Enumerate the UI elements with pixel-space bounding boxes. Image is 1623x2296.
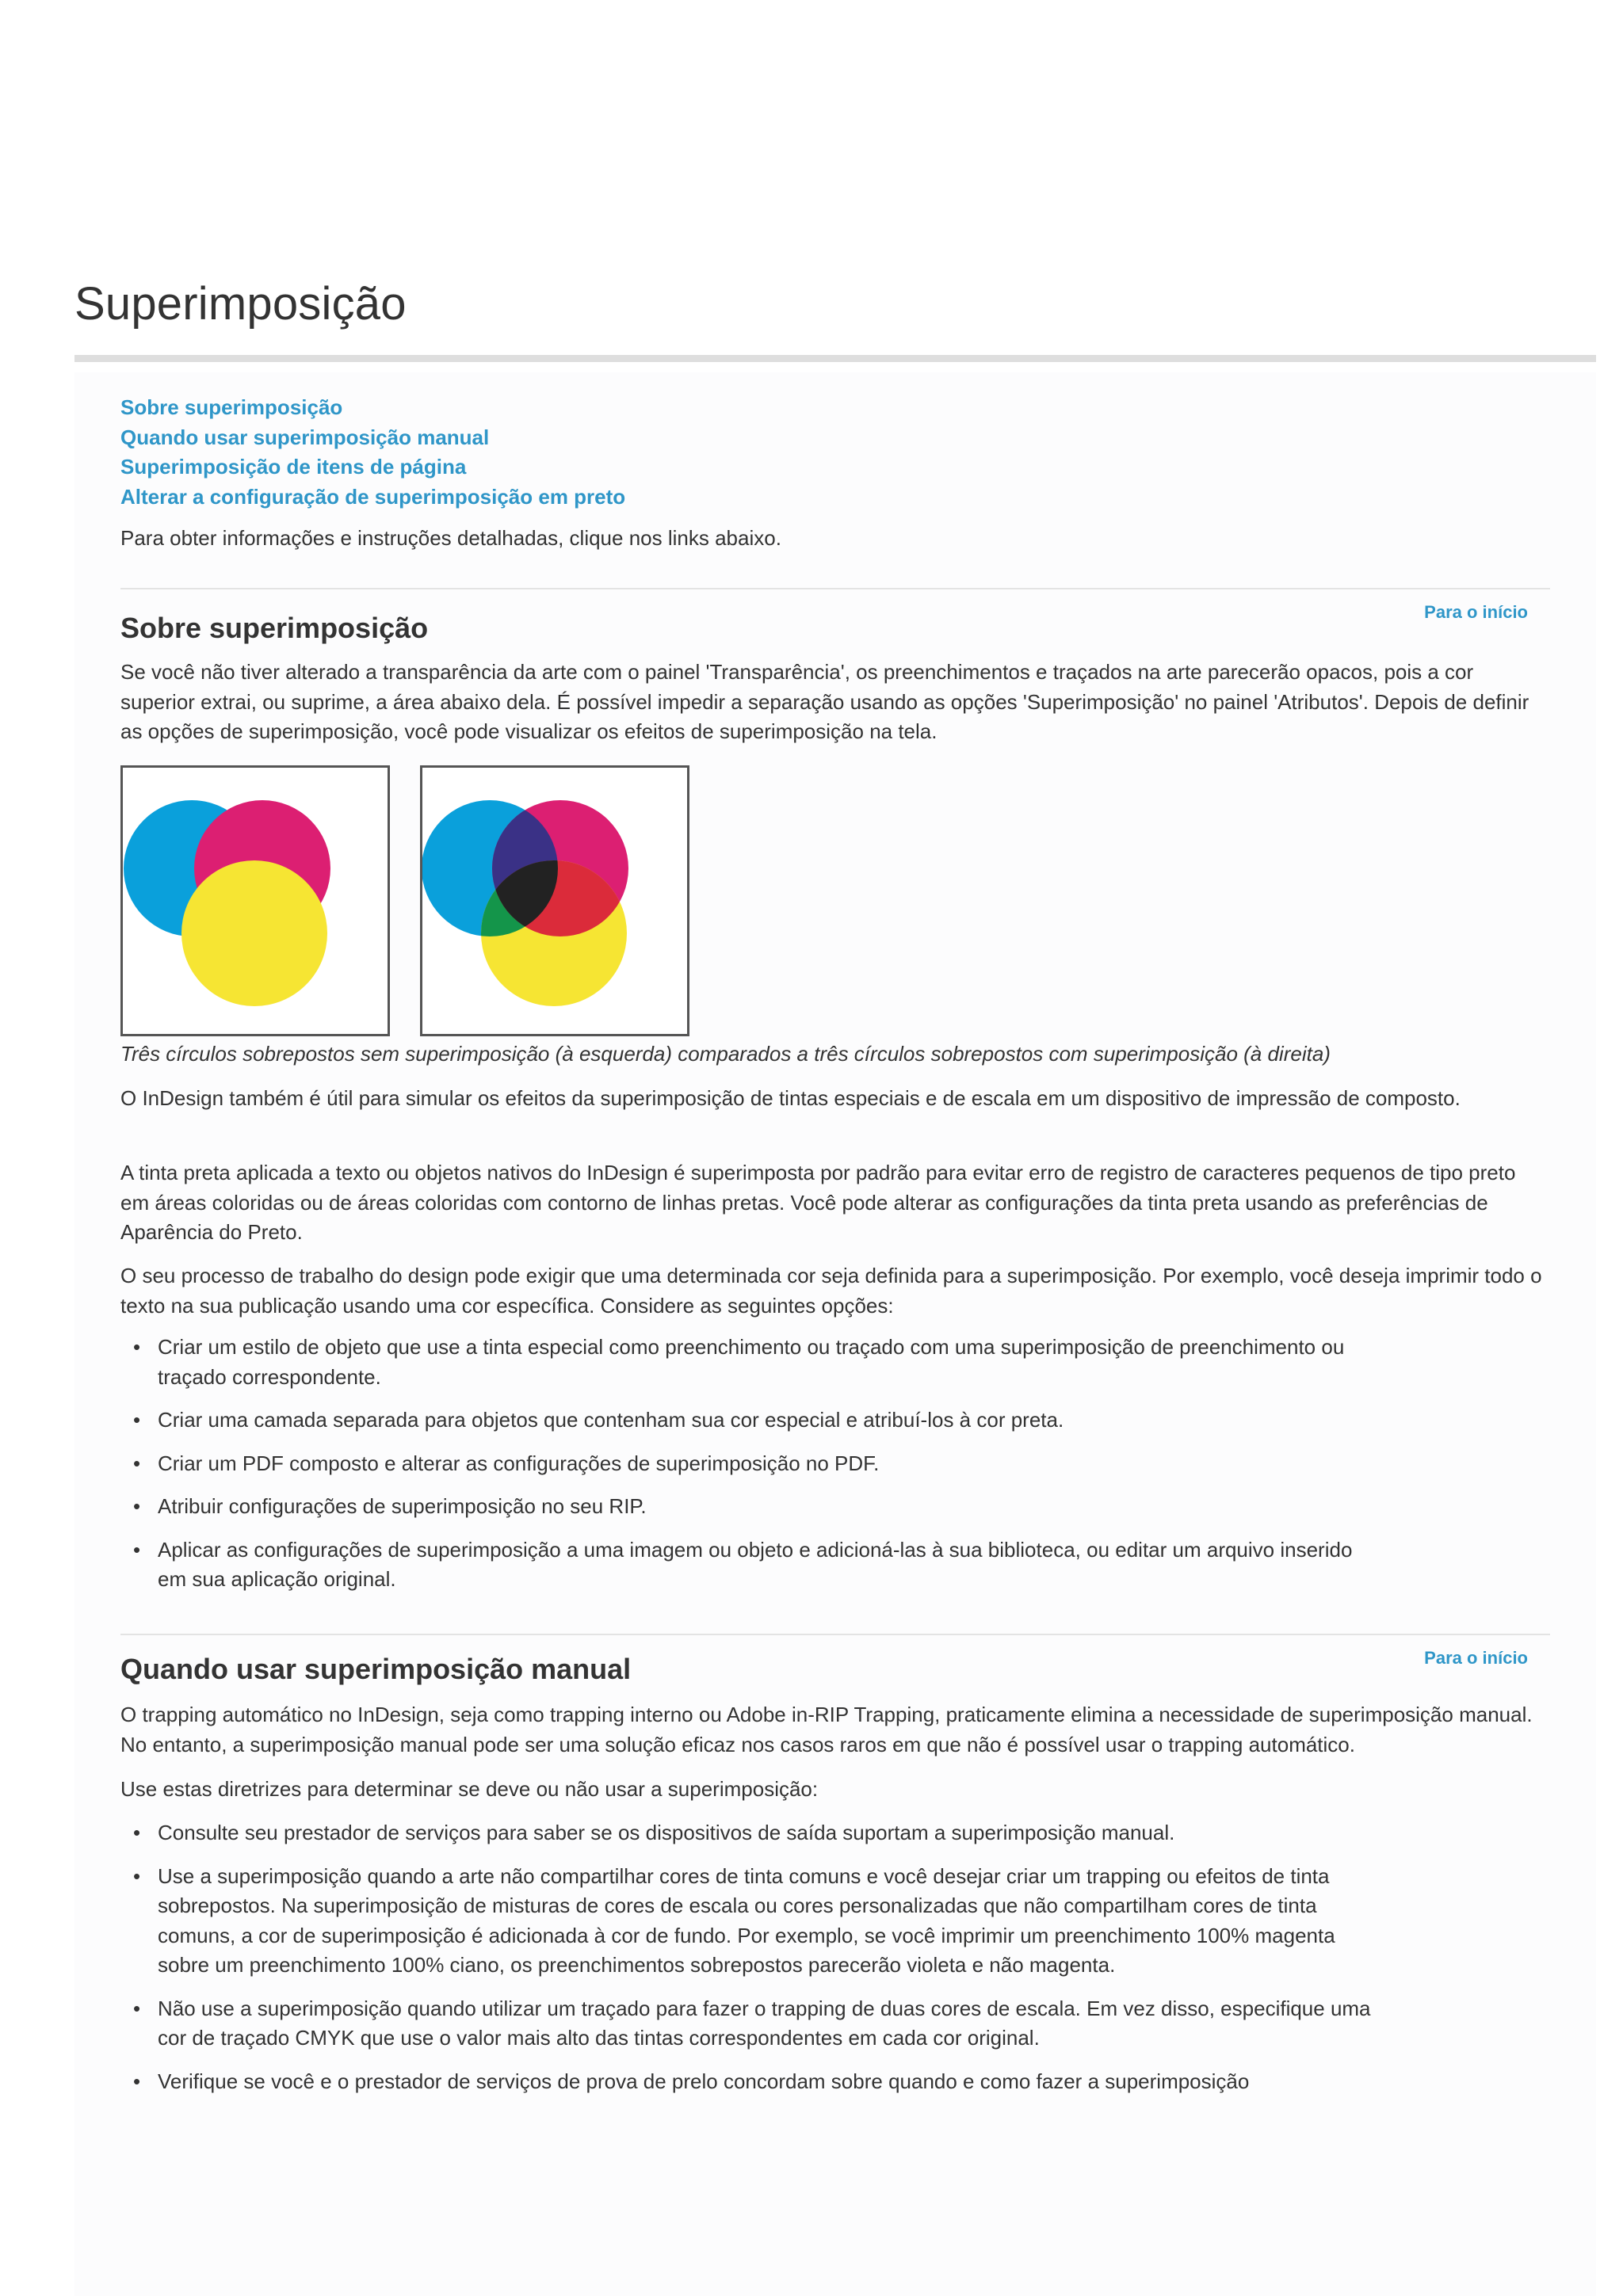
table-of-contents bbox=[120, 393, 625, 512]
list-item: • Criar uma camada separada para objetos que contenham sua cor especial e atribuí-los à cor preta. bbox=[120, 1405, 1357, 1436]
list-item: • Use a superimposição quando a arte não compartilhar cores de tinta comuns e você desejar criar um trapping ou efeitos de tinta sobrepostos. Na superimposição de misturas de cores de escala ou cores personalizadas que não compartilham cores de tinta comuns, a cor de superimposição é adicionada à cor de fundo. Por exemplo, se você imprimir um preenchimento 100% magenta sobre um preenchimento 100% ciano, os preenchimentos sobrepostos parecerão violeta e não magenta. bbox=[120, 1862, 1388, 1981]
section-divider bbox=[120, 1634, 1550, 1635]
list-item: • Aplicar as configurações de superimposição a uma imagem ou objeto e adicioná-las à sua biblioteca, ou editar um arquivo inserido em sua aplicação original. bbox=[120, 1535, 1357, 1595]
list-item: • Verifique se você e o prestador de serviços de prova de prelo concordam sobre quando e como fazer a superimposição bbox=[120, 2067, 1388, 2097]
section-title-sobre-superimposicao: Sobre superimposição bbox=[120, 612, 429, 644]
list-item: • Criar um estilo de objeto que use a tinta especial como preenchimento ou traçado com uma superimposição de preenchimento ou traçado correspondente. bbox=[120, 1333, 1357, 1392]
toc-item bbox=[120, 393, 625, 423]
yellow-circle bbox=[181, 860, 327, 1006]
toc-item bbox=[120, 423, 625, 453]
section-title-quando-usar: Quando usar superimposição manual bbox=[120, 1653, 632, 1685]
circles-overprint-illustration bbox=[422, 768, 687, 1034]
back-to-top-link[interactable]: Para o início bbox=[1424, 1648, 1528, 1668]
section2-bullet-list bbox=[120, 1818, 1388, 2110]
list-item: • Atribuir configurações de superimposição no seu RIP. bbox=[120, 1492, 1357, 1522]
list-item: • Criar um PDF composto e alterar as configurações de superimposição no PDF. bbox=[120, 1449, 1357, 1479]
toc-item bbox=[120, 452, 625, 482]
section2-paragraph: O trapping automático no InDesign, seja como trapping interno ou Adobe in-RIP Trapping, praticamente elimina a necessidade de superimposição manual. No entanto, a superimposição manual pode ser uma solução eficaz nos casos raros em que não é possível usar o trapping automático. bbox=[120, 1703, 1533, 1756]
back-to-top-link[interactable]: Para o início bbox=[1424, 602, 1528, 622]
section-divider bbox=[120, 588, 1550, 589]
figure-no-overprint bbox=[120, 765, 390, 1036]
section1-paragraph: O InDesign também é útil para simular os efeitos da superimposição de tintas especiais e de escala em um dispositivo de impressão de composto. bbox=[120, 1086, 1461, 1110]
title-divider bbox=[74, 355, 1596, 362]
toc-link-itens-de-pagina[interactable]: Superimposição de itens de página bbox=[120, 455, 467, 479]
toc-link-sobre-superimposicao[interactable]: Sobre superimposição bbox=[120, 395, 343, 419]
page-title: Superimposição bbox=[74, 278, 407, 330]
toc-link-superimposicao-preto[interactable]: Alterar a configuração de superimposição em preto bbox=[120, 484, 626, 509]
section1-paragraph: A tinta preta aplicada a texto ou objetos nativos do InDesign é superimposta por padrão para evitar erro de registro de caracteres pequenos de tipo preto em áreas coloridas ou de áreas coloridas com contorno de linhas pretas. Você pode alterar as configurações da tinta preta usando as preferências de Aparência do Preto. bbox=[120, 1161, 1516, 1244]
intro-text: Para obter informações e instruções detalhadas, clique nos links abaixo. bbox=[120, 526, 781, 550]
section1-paragraph: O seu processo de trabalho do design pode exigir que uma determinada cor seja definida para a superimposição. Por exemplo, você deseja imprimir todo o texto na sua publicação usando uma cor específica. Considere as seguintes opções: bbox=[120, 1264, 1542, 1318]
circles-knockout-illustration bbox=[123, 768, 388, 1034]
section2-paragraph: Use estas diretrizes para determinar se deve ou não usar a superimposição: bbox=[120, 1777, 819, 1801]
toc-item bbox=[120, 482, 625, 513]
section1-paragraph: Se você não tiver alterado a transparência da arte com o painel 'Transparência', os preenchimentos e traçados na arte parecerão opacos, pois a cor superior extrai, ou suprime, a área abaixo dela. É possível impedir a separação usando as opções 'Superimposição' no painel 'Atributos'. Depois de definir as opções de superimposição, você pode visualizar os efeitos de superimposição na tela. bbox=[120, 660, 1529, 743]
section1-bullet-list bbox=[120, 1333, 1357, 1608]
toc-link-quando-usar[interactable]: Quando usar superimposição manual bbox=[120, 425, 490, 449]
figure-overprint bbox=[420, 765, 689, 1036]
figure-caption: Três círculos sobrepostos sem superimposição (à esquerda) comparados a três círculos sobrepostos com superimposição (à direita) bbox=[120, 1042, 1331, 1066]
list-item: • Consulte seu prestador de serviços para saber se os dispositivos de saída suportam a superimposição manual. bbox=[120, 1818, 1388, 1848]
list-item: • Não use a superimposição quando utilizar um traçado para fazer o trapping de duas cores de escala. Em vez disso, especifique uma cor de traçado CMYK que use o valor mais alto das tintas correspondentes em cada cor original. bbox=[120, 1994, 1388, 2054]
